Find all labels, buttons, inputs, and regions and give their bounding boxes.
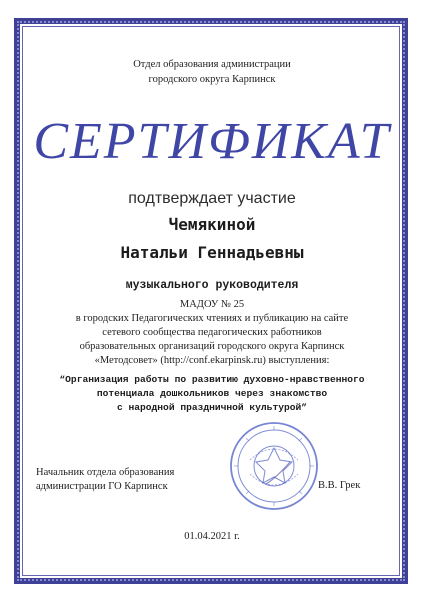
confirm-text: подтверждает участие [128,190,296,207]
issuer-line-2: городского округа Карпинск [148,74,276,85]
recipient-surname: Чемякиной [168,215,256,234]
topic-line-2: потенциала дошкольников через знакомство [96,388,328,399]
body-line-2: в городских Педагогических чтениях и публикацию на сайте [75,313,349,324]
issuer-line-1: Отдел образования администрации [133,59,291,70]
body-line-3: сетевого сообщества педагогических работников [102,327,322,338]
recipient-role: музыкального руководителя [125,279,299,292]
topic-line-3: с народной праздничной культурой” [117,402,307,413]
certificate-title: СЕРТИФИКАТ [33,113,391,170]
body-line-4: образовательных организаций городского округа Карпинск [79,341,345,352]
signatory-position-line-1: Начальник отдела образования [36,467,175,478]
official-stamp-icon [228,420,320,512]
institution: МАДОУ № 25 [179,299,245,310]
signatory-position-line-2: администрации ГО Карпинск [36,481,168,492]
issue-date: 01.04.2021 г. [184,531,240,542]
recipient-given-names: Натальи Геннадьевны [120,243,304,262]
body-line-5: «Методсовет» (http://conf.ekarpinsk.ru) выступления: [94,355,330,366]
topic-line-1: “Организация работы по развитию духовно-нравственного [59,374,365,385]
signatory-name: В.В. Грек [318,480,361,491]
